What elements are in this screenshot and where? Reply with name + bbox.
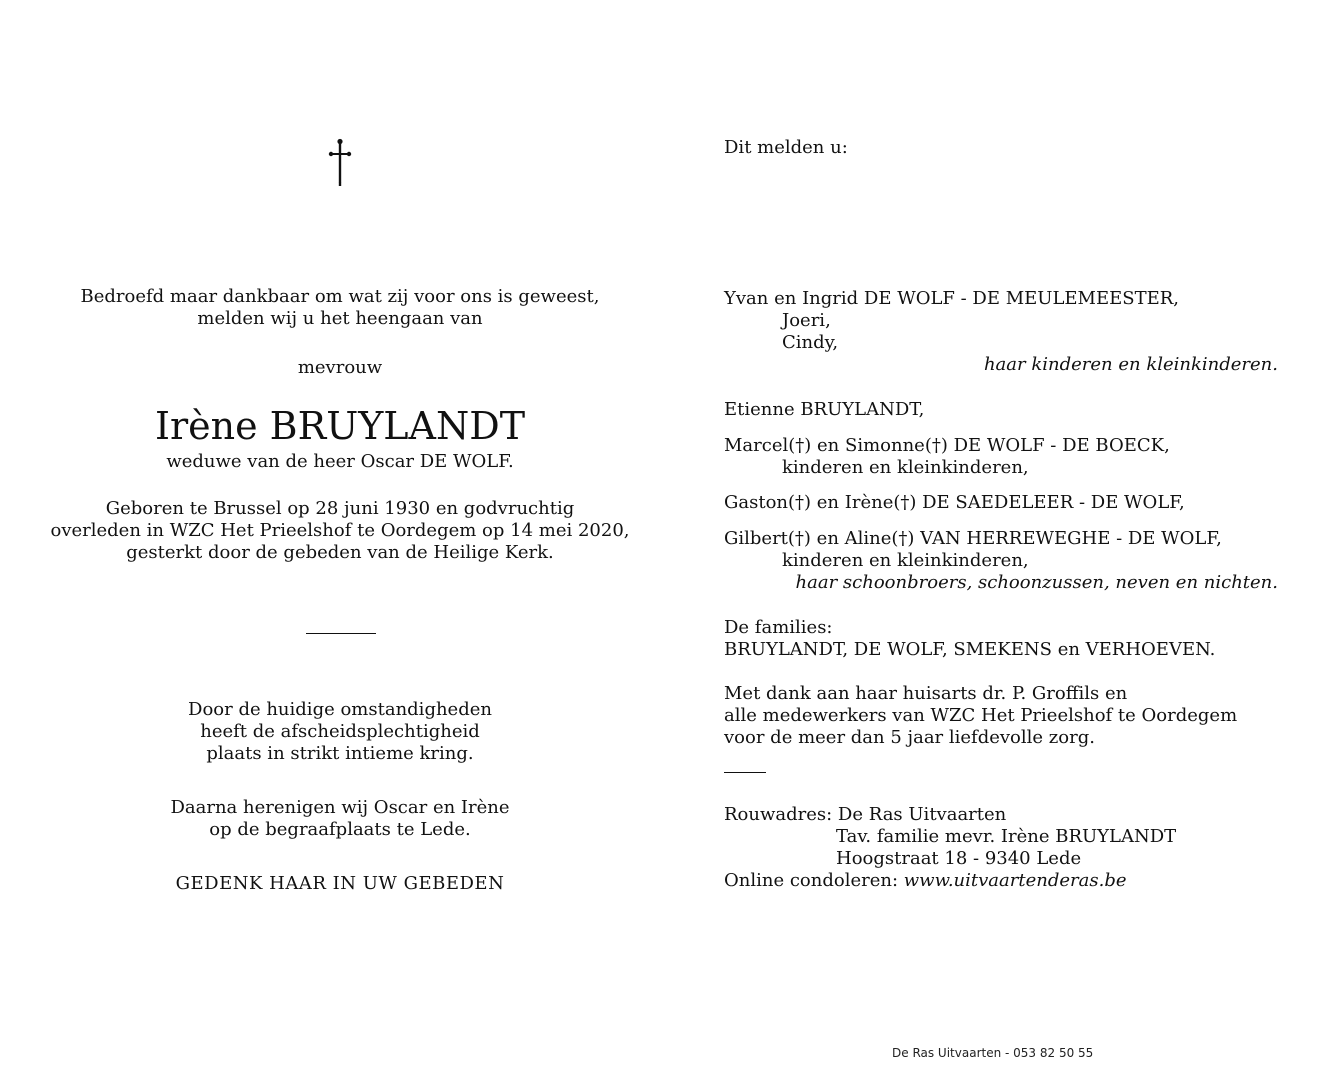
intro-line: Bedroefd maar dankbaar om wat zij voor ons is geweest, — [80, 286, 600, 307]
condolence-line — [724, 870, 1127, 892]
descendants-line: kinderen en kleinkinderen, — [782, 457, 1029, 478]
widow-line: weduwe van de heer Oscar DE WOLF. — [166, 451, 514, 472]
birth-line: Geboren te Brussel op 28 juni 1930 en godvruchtig — [105, 498, 575, 519]
family-line: Gilbert(†) en Aline(†) VAN HERREWEGHE - DE WOLF, — [724, 528, 1222, 549]
divider — [306, 633, 376, 634]
intro-text — [40, 286, 640, 330]
address-line: Tav. familie mevr. Irène BRUYLANDT — [836, 826, 1177, 847]
thanks-line: voor de meer dan 5 jaar liefdevolle zorg. — [724, 727, 1095, 748]
burial-line: Daarna herenigen wij Oscar en Irène — [170, 797, 510, 818]
relation-line: haar schoonbroers, schoonzussen, neven en nichten. — [795, 572, 1278, 593]
descendants-line: kinderen en kleinkinderen, — [782, 550, 1029, 571]
ceremony-line: Door de huidige omstandigheden — [188, 699, 492, 720]
thanks-line: Met dank aan haar huisarts dr. P. Groffils en — [724, 683, 1128, 704]
family-line: Yvan en Ingrid DE WOLF - DE MEULEMEESTER, — [724, 288, 1180, 309]
left-panel — [40, 0, 640, 1080]
grandchild-line: Joeri, — [782, 310, 831, 331]
condolence-label: Online condoleren: — [724, 870, 904, 891]
address-label: Rouwadres: De Ras Uitvaarten — [724, 804, 1007, 825]
relation-line: haar kinderen en kleinkinderen. — [983, 354, 1278, 375]
families-list: BRUYLANDT, DE WOLF, SMEKENS en VERHOEVEN. — [724, 639, 1216, 660]
footer-contact: De Ras Uitvaarten - 053 82 50 55 — [892, 1046, 1094, 1060]
deceased-name: Irène BRUYLANDT — [154, 404, 526, 448]
grandchild-line: Cindy, — [782, 332, 839, 353]
right-panel — [724, 0, 1324, 1080]
intro-line: melden wij u het heengaan van — [197, 308, 483, 329]
ceremony-line: plaats in strikt intieme kring. — [206, 743, 474, 764]
family-line: Marcel(†) en Simonne(†) DE WOLF - DE BOECK, — [724, 435, 1170, 456]
family-line: Gaston(†) en Irène(†) DE SAEDELEER - DE WOLF, — [724, 492, 1185, 513]
ceremony-text — [40, 699, 640, 765]
birth-death-text — [40, 498, 640, 564]
family-line: Etienne BRUYLANDT, — [724, 399, 925, 420]
death-line: overleden in WZC Het Prieelshof te Oordegem op 14 mei 2020, — [50, 520, 630, 541]
address-line: Hoogstraat 18 - 9340 Lede — [836, 848, 1082, 869]
deceased-title: mevrouw — [297, 357, 383, 378]
burial-text — [40, 797, 640, 841]
sacrament-line: gesterkt door de gebeden van de Heilige Kerk. — [126, 542, 554, 563]
burial-line: op de begraafplaats te Lede. — [209, 819, 471, 840]
divider — [724, 772, 766, 773]
families-label: De families: — [724, 617, 833, 638]
cross-icon — [328, 138, 352, 188]
thanks-line: alle medewerkers van WZC Het Prieelshof te Oordegem — [724, 705, 1238, 726]
ceremony-line: heeft de afscheidsplechtigheid — [200, 721, 480, 742]
announcement-heading: Dit melden u: — [724, 137, 848, 158]
condolence-link[interactable]: www.uitvaartenderas.be — [903, 870, 1127, 891]
prayer-line: GEDENK HAAR IN UW GEBEDEN — [175, 873, 505, 894]
